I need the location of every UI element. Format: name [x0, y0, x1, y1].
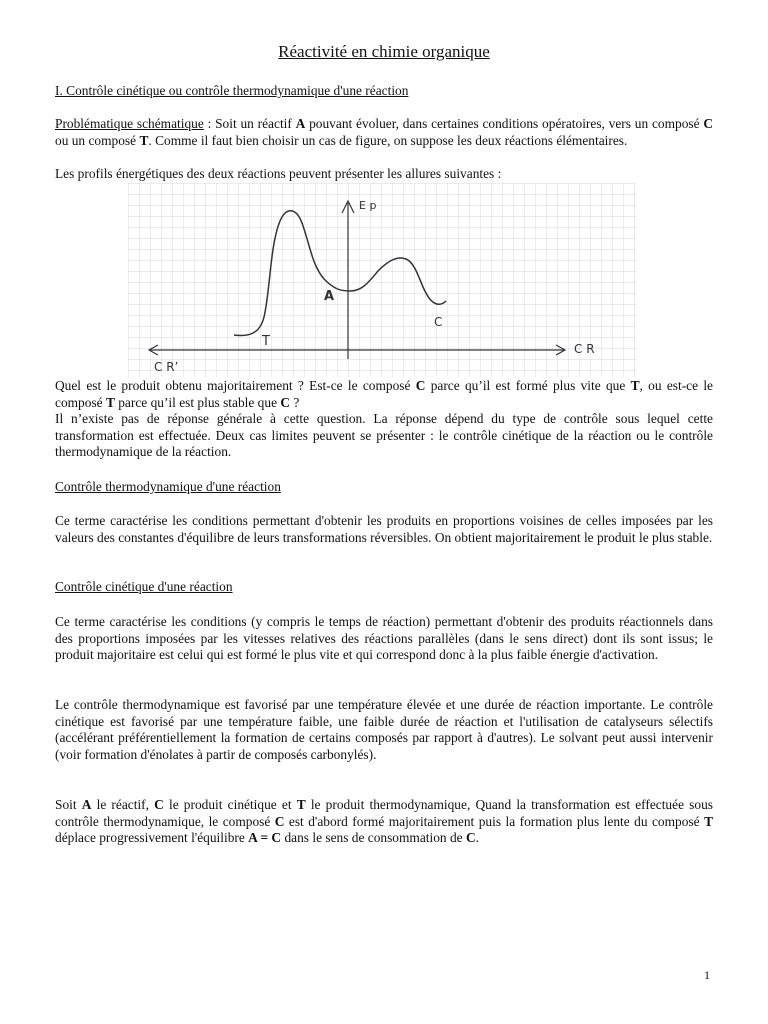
text-run: ? [290, 394, 300, 410]
bold-equilibrium: A = C [248, 830, 282, 846]
text-run: parce qu’il est formé plus vite que [425, 378, 631, 393]
text-run: : Soit un réactif [203, 116, 296, 131]
label-cr: C R [574, 342, 595, 356]
text-run: Soit [55, 797, 82, 812]
text-run: ou un composé [55, 132, 140, 148]
profiles-intro: Les profils énergétiques des deux réactions peuvent présenter les allures suivantes : [55, 166, 502, 181]
page-title: Réactivité en chimie organique [278, 42, 490, 61]
bold-C: C [274, 813, 285, 829]
text-run: dans le sens de consommation de [281, 830, 466, 846]
text-run: le produit cinétique et [163, 797, 297, 812]
problem-label: Problématique schématique [55, 116, 204, 131]
text-run: parce qu’il est plus stable que [114, 394, 281, 410]
text-run: . [475, 830, 479, 846]
bold-C: C [415, 378, 426, 393]
page-number: 1 [704, 968, 710, 982]
label-ep: E p [359, 199, 377, 212]
text-run: Quel est le produit obtenu majoritairement ? Est-ce le composé [55, 378, 416, 393]
bold-C: C [465, 830, 476, 846]
text-run: pouvant évoluer, dans certaines conditions opératoires, vers un composé [305, 116, 704, 131]
bold-C: C [154, 797, 164, 812]
bold-T: T [296, 797, 306, 812]
bold-C: C [703, 116, 713, 131]
thermo-heading: Contrôle thermodynamique d'une réaction [55, 479, 281, 494]
bold-T: T [704, 813, 713, 829]
answer-paragraph: Il n’existe pas de réponse générale à cette question. La réponse dépend du type de contrôle sous lequel cette transformation est effectuée. Deux cas limites peuvent se présenter : le contrôle cinétique de la réaction ou le contrôle thermodynamique de la réaction. [55, 411, 713, 460]
bold-T: T [630, 378, 640, 393]
comparison-paragraph: Le contrôle thermodynamique est favorisé par une température élevée et une durée de réaction importante. Le contrôle cinétique est favorisé par une température faible, une faible durée de réaction et l'utilisation de catalyseurs sélectifs (accélérant préférentiellement la formation de certains composés par rapport à d'autres). Le solvant peut aussi intervenir (voir formation d'énolates à partir de composés carbonylés). [55, 697, 713, 762]
kinetic-paragraph: Ce terme caractérise les conditions (y compris le temps de réaction) permettant d'obtenir des produits réactionnels dans des proportions imposées par les vitesses relatives des réactions parallèles (dans le sens direct) dont ils sont issus; le produit majoritaire est celui qui est formé le plus vite et qui correspond donc à la plus faible énergie d'activation. [55, 614, 713, 663]
label-a: A [324, 289, 335, 304]
bold-A: A [295, 116, 306, 131]
section-heading: I. Contrôle cinétique ou contrôle thermodynamique d'une réaction [55, 83, 409, 98]
bold-T: T [139, 132, 149, 148]
grid-paper [128, 183, 636, 377]
text-run: , ou est-ce le composé [55, 378, 713, 410]
bold-C: C [280, 394, 291, 410]
text-run: déplace progressivement l'équilibre [55, 830, 249, 846]
text-run: le produit thermodynamique, Quand la transformation est effectuée sous contrôle thermodynamique, le composé [55, 797, 713, 829]
label-t: T [262, 334, 270, 349]
label-cr-prime: C R’ [154, 360, 179, 374]
kinetic-heading: Contrôle cinétique d'une réaction [55, 579, 233, 594]
bold-A: A [81, 797, 92, 812]
label-c: C [434, 315, 443, 329]
text-run: est d'abord formé majoritairement puis la formation plus lente du composé [284, 813, 705, 829]
text-run: . Comme il faut bien choisir un cas de figure, on suppose les deux réactions élémentaires. [148, 132, 628, 148]
text-run: le réactif, [91, 797, 155, 812]
problem-paragraph [55, 116, 713, 149]
thermo-paragraph: Ce terme caractérise les conditions permettant d'obtenir les produits en proportions voisines de celles imposées par les valeurs des constantes d'équilibre de leurs transformations réversibles. On obtient majoritairement le produit le plus stable. [55, 513, 713, 545]
energy-profile-figure [128, 183, 636, 377]
conclusion-paragraph [55, 797, 713, 847]
bold-T: T [105, 394, 115, 410]
question-paragraph [55, 378, 713, 411]
